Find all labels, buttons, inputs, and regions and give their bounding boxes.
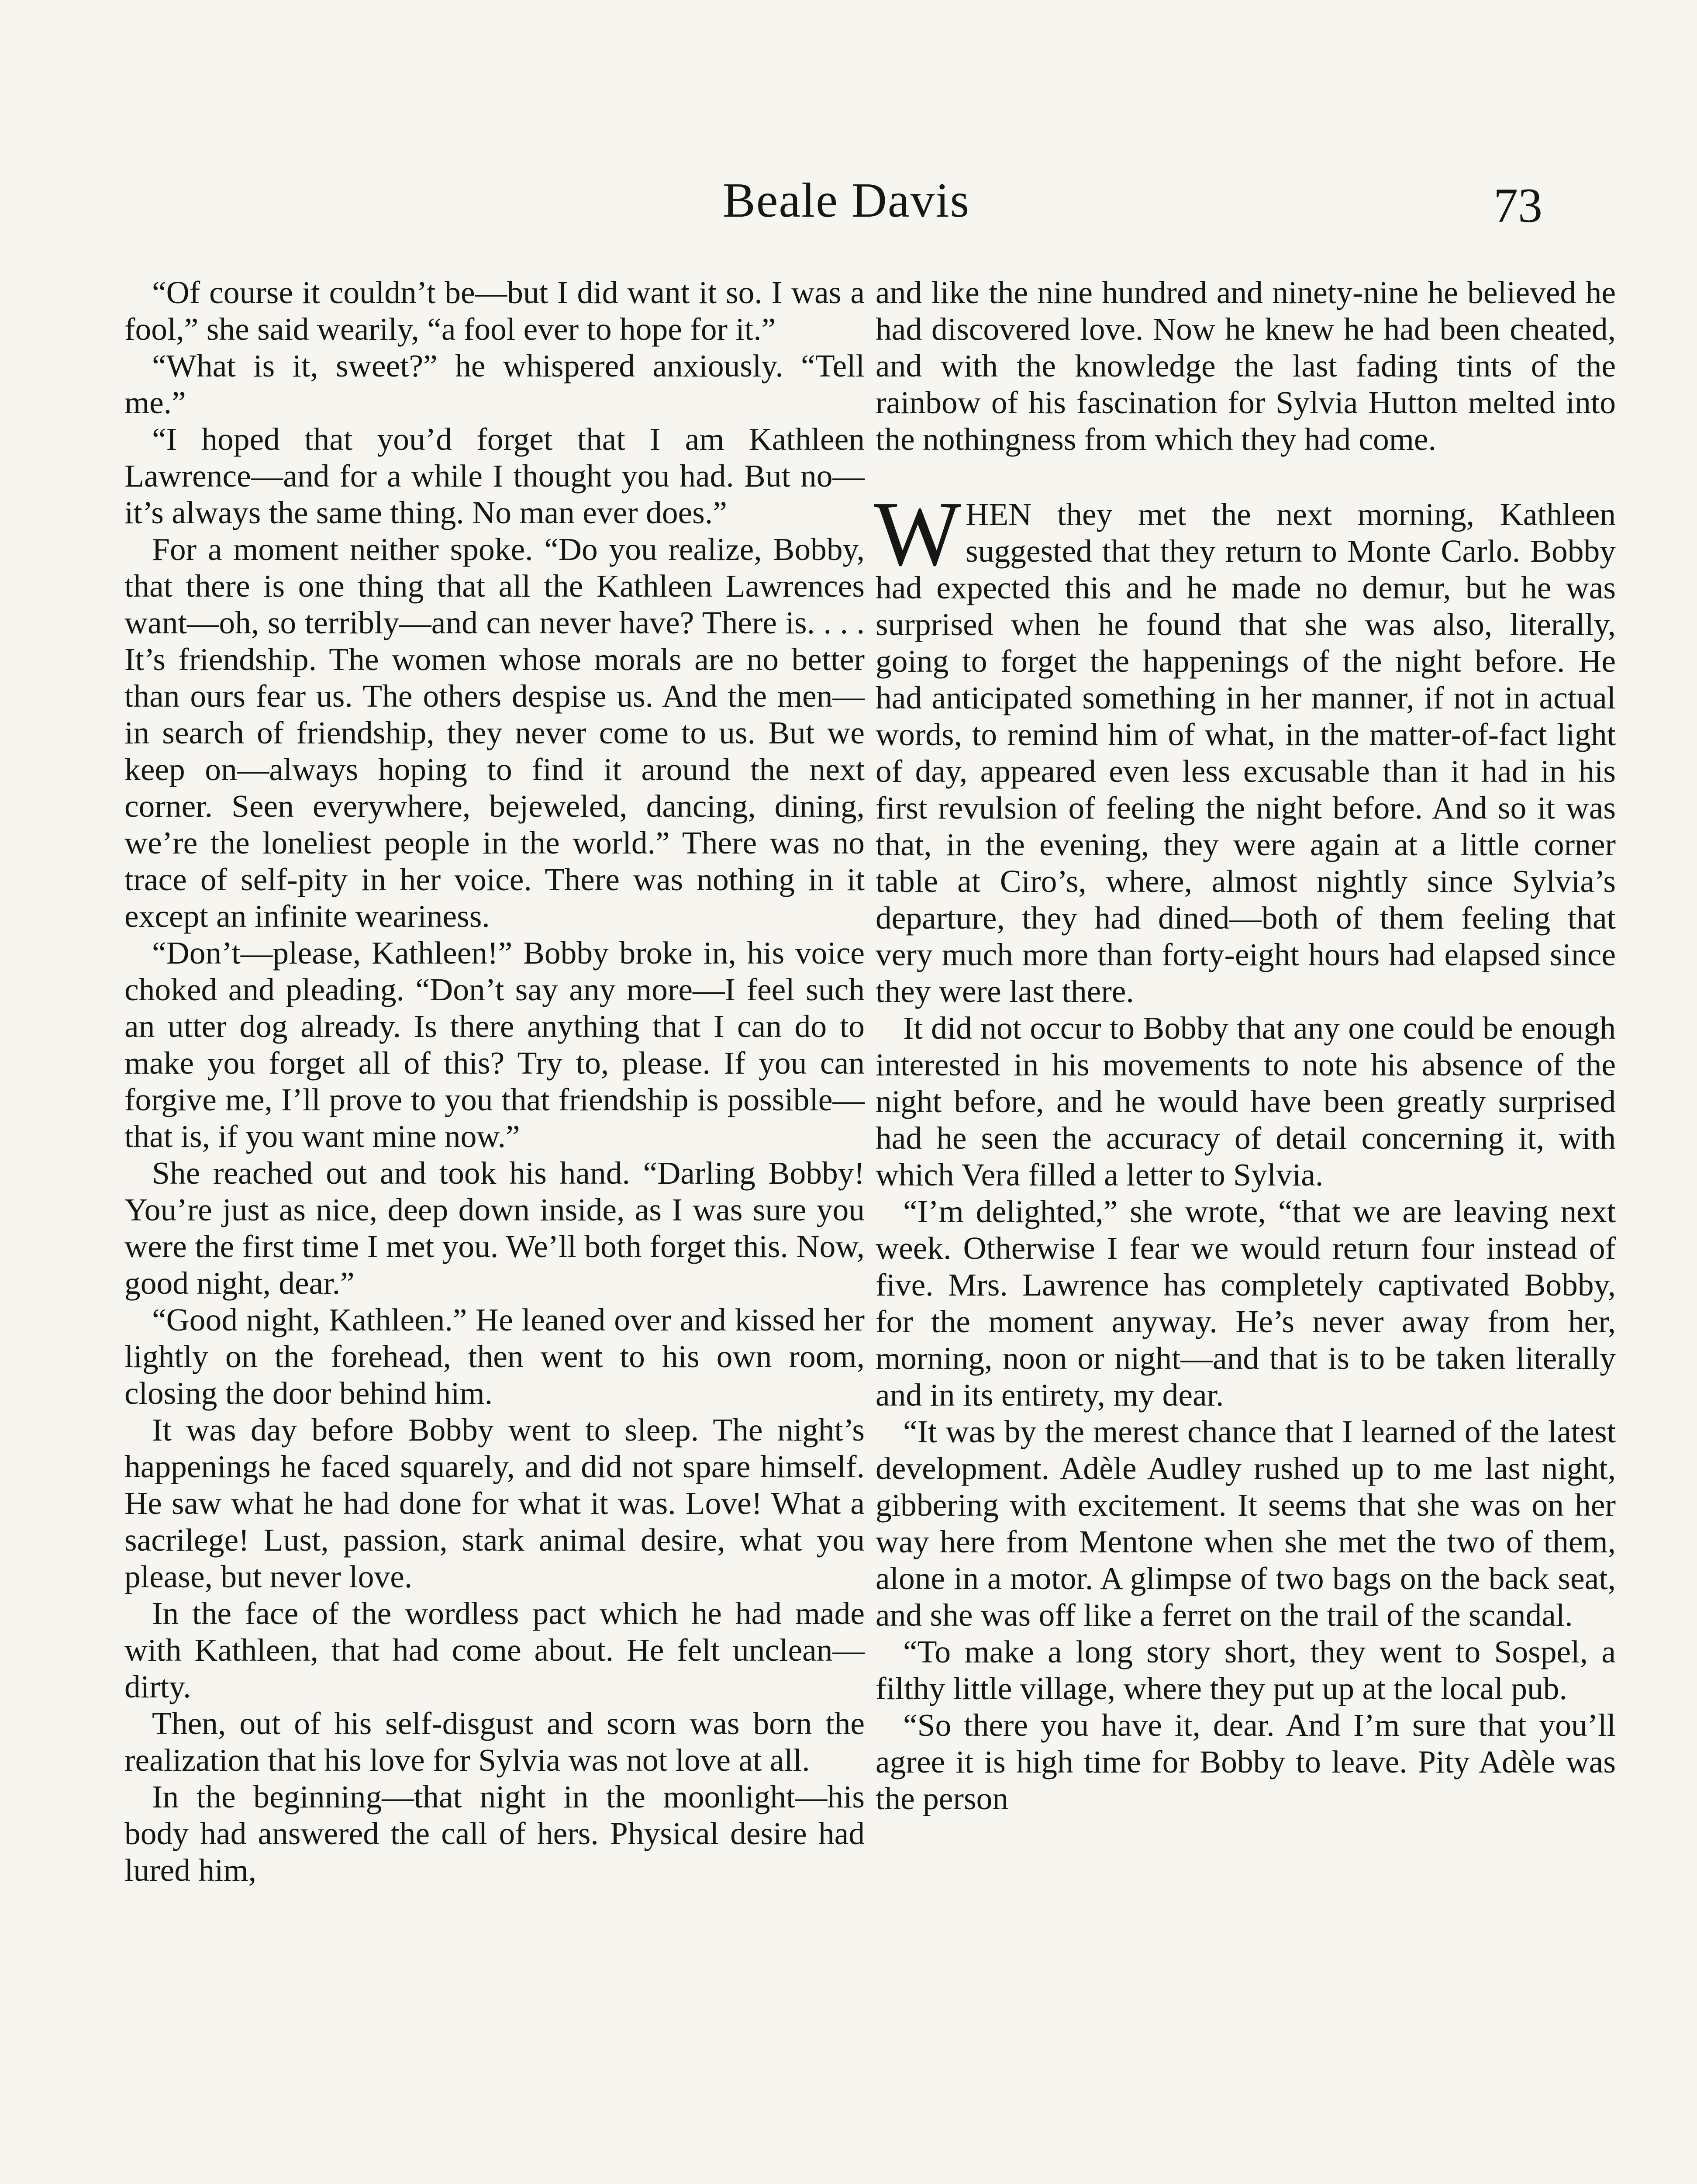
paragraph: “I hoped that you’d forget that I am Kathleen Lawrence—and for a while I thought you had. But no—it’s always the same thing. No man ever does.” (124, 422, 865, 530)
paragraph: In the face of the wordless pact which he had made with Kathleen, that had come about. He felt unclean—dirty. (124, 1596, 865, 1704)
page-number: 73 (1493, 179, 1542, 233)
paragraph: She reached out and took his hand. “Darling Bobby! You’re just as nice, deep down inside, as I was sure you were the first time I met you. We’ll both forget this. Now, good night, dear.” (124, 1155, 865, 1301)
paragraph: It was day before Bobby went to sleep. The night’s happenings he faced squarely, and did not spare himself. He saw what he had done for what it was. Love! What a sacrilege! Lust, passion, stark animal desire, what you please, but never love. (124, 1412, 865, 1594)
paragraph: Then, out of his self-disgust and scorn was born the realization that his love for Sylvia was not love at all. (124, 1706, 865, 1778)
drop-cap: W (874, 482, 962, 585)
paragraph: “It was by the merest chance that I learned of the latest development. Adèle Audley rushed up to me last night, gibbering with excitement. It seems that she was on her way here from Mentone when she met the two of them, alone in a motor. A glimpse of two bags on the back seat, and she was off like a ferret on the trail of the scandal. (876, 1414, 1616, 1633)
section-opening-paragraph (874, 482, 1616, 1010)
paragraph: “Don’t—please, Kathleen!” Bobby broke in, his voice choked and pleading. “Don’t say any more—I feel such an utter dog already. Is there anything that I can do to make you forget all of this? Try to, please. If you can forgive me, I’ll prove to you that friendship is possible—that is, if you want mine now.” (124, 935, 865, 1154)
paragraph: “I’m delighted,” she wrote, “that we are leaving next week. Otherwise I fear we would return four instead of five. Mrs. Lawrence has completely captivated Bobby, for the moment anyway. He’s never away from her, morning, noon or night—and that is to be taken literally and in its entirety, my dear. (876, 1194, 1616, 1413)
running-header (0, 173, 1697, 251)
paragraph: In the beginning—that night in the moonlight—his body had answered the call of hers. Physical desire had lured him, (124, 1779, 865, 1888)
paragraph: It did not occur to Bobby that any one could be enough interested in his movements to note his absence of the night before, and he would have been greatly surprised had he seen the accuracy of detail concerning it, with which Vera filled a letter to Sylvia. (876, 1010, 1616, 1192)
paragraph: “To make a long story short, they went to Sospel, a filthy little village, where they put up at the local pub. (876, 1634, 1616, 1706)
paragraph: “So there you have it, dear. And I’m sure that you’ll agree it is high time for Bobby to leave. Pity Adèle was the person (876, 1707, 1616, 1816)
right-column (876, 274, 1616, 1817)
paragraph: “Of course it couldn’t be—but I did want it so. I was a fool,” she said wearily, “a fool ever to hope for it.” (124, 275, 865, 347)
section-lead-text: HEN they met the next morning, Kathleen suggested that they return to Monte Carlo. Bobby had expected this and he made no demur, but he was surprised when he found that she was also, literally, going to forget the happenings of the night before. He had anticipated something in her manner, if not in actual words, to remind him of what, in the matter-of-fact light of day, appeared even less excusable than it had in his first revulsion of feeling the night before. And so it was that, in the evening, they were again at a little corner table at Ciro’s, where, almost nightly since Sylvia’s departure, they had dined—both of them feeling that very much more than forty-eight hours had elapsed since they were last there. (876, 497, 1616, 1009)
running-title: Beale Davis (723, 173, 970, 228)
paragraph: “Good night, Kathleen.” He leaned over and kissed her lightly on the forehead, then went to his own room, closing the door behind him. (124, 1302, 865, 1411)
left-column (124, 274, 865, 1889)
paragraph: “What is it, sweet?” he whispered anxiously. “Tell me.” (124, 348, 865, 420)
paragraph: For a moment neither spoke. “Do you realize, Bobby, that there is one thing that all the Kathleen Lawrences want—oh, so terribly—and can never have? There is. . . . It’s friendship. The women whose morals are no better than ours fear us. The others despise us. And the men—in search of friendship, they never come to us. But we keep on—always hoping to find it around the next corner. Seen everywhere, bejeweled, dancing, dining, we’re the loneliest people in the world.” There was no trace of self-pity in her voice. There was nothing in it except an infinite weariness. (124, 532, 865, 934)
paragraph-continuation: and like the nine hundred and ninety-nine he believed he had discovered love. Now he knew he had been cheated, and with the knowledge the last fading tints of the rainbow of his fascination for Sylvia Hutton melted into the nothingness from which they had come. (876, 275, 1616, 457)
